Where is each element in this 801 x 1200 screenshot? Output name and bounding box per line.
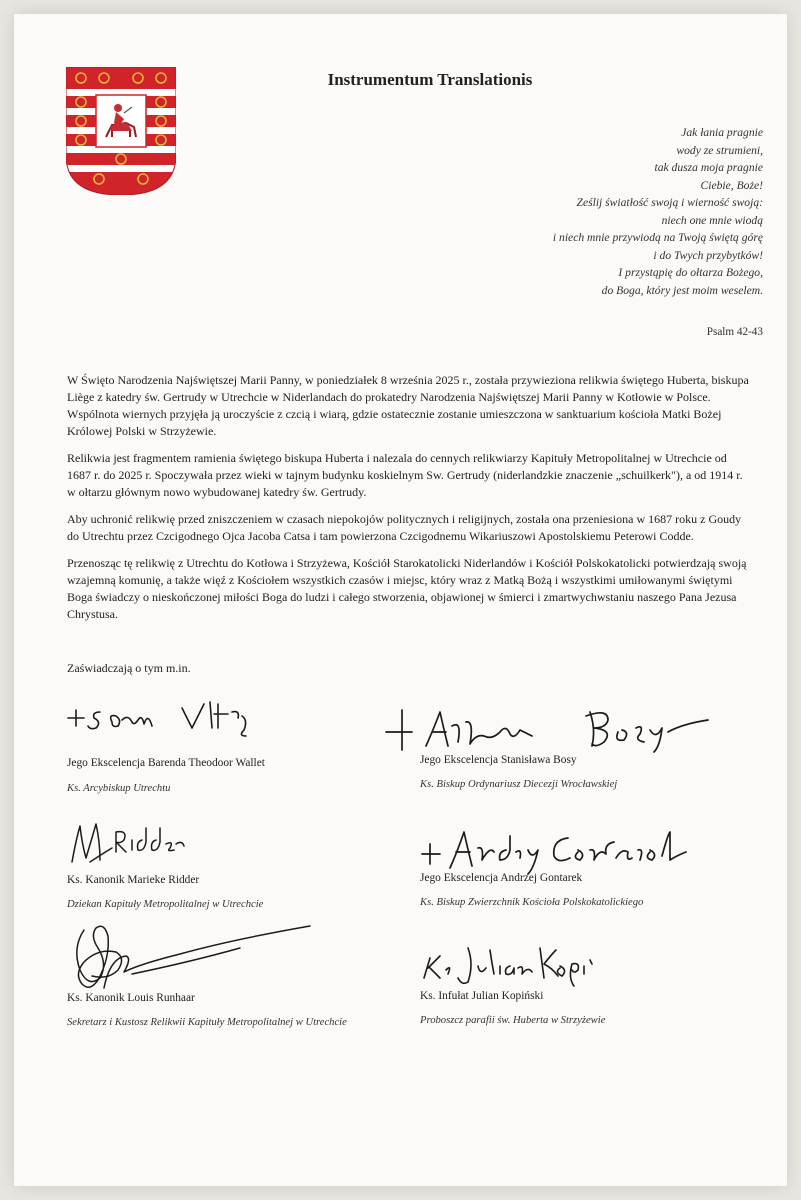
signature-bosy-icon: [382, 702, 712, 752]
signatory-name: Jego Ekscelencja Stanisława Bosy: [420, 754, 577, 766]
signatory-name: Ks. Kanonik Marieke Ridder: [67, 874, 200, 886]
attestation-line: Zaświadczają o tym m.in.: [67, 661, 191, 675]
signatory-role: Ks. Biskup Zwierzchnik Kościoła Polskokatolickiego: [420, 897, 644, 908]
signatory-name: Ks. Kanonik Louis Runhaar: [67, 992, 195, 1004]
psalm-line: Ześlij światłość swoją i wierność swoją:: [576, 196, 763, 209]
signature-ridder-icon: [64, 818, 190, 868]
signatory-name: Jego Ekscelencja Barenda Theodoor Wallet: [67, 757, 265, 769]
body-paragraph: Aby uchronić relikwię przed zniszczeniem w czasach niepokojów politycznych i religijnych, została ona przeniesiona w 1687 roku z Goudy do Utrechtu przez Czcigodnego Ojca Jacoba Catsa i tam powierzona Czcigodnemu Wikariuszowi Apostolskiemu Peterowi Codde.: [67, 512, 742, 543]
coat-of-arms-icon: [66, 67, 176, 195]
document-title: Instrumentum Translationis: [327, 70, 533, 89]
signature-wallet-icon: [62, 690, 272, 736]
psalm-line: wody ze strumieni,: [676, 143, 763, 157]
body-paragraph: W Święto Narodzenia Najświętszej Marii Panny, w poniedziałek 8 września 2025 r., została przywieziona relikwia świętego Huberta, biskupa Liège z katedry św. Gertrudy w Utrechcie w Niderlandach do prokatedry Narodzenia Najświętszej Marii Panny w Kotłowie w Polsce. Wspólnota wiernych przyjęła ją uroczyście z czcią i wiarą, gdzie ostatecznie zostanie umieszczona w sanktuarium kościoła Matki Bożej Królowej Polski w Strzyżewie.: [67, 373, 749, 438]
psalm-line: Ciebie, Boże!: [700, 178, 763, 192]
body-paragraph: Relikwia jest fragmentem ramienia świętego biskupa Huberta i nalezala do cennych relikwiarzy Kapituły Metropolitalnej w Utrechcie od 1687 r. do 2025 r. Spoczywała przez wieki w tajnym budynku koskielnym Sw. Gertrudy (niderlandzkie znaczenie „schuilkerk"), a od 1914 r. w ołtarzu głównym nowo wybudowanej katedry św. Gertrudy.: [67, 451, 743, 499]
signatory-role: Sekretarz i Kustosz Relikwii Kapituły Metropolitalnej w Utrechcie: [67, 1017, 347, 1028]
signatory-role: Ks. Biskup Ordynariusz Diecezji Wrocławskiej: [420, 779, 618, 790]
psalm-line: i niech mnie przywiodą na Twoją świętą górę: [552, 231, 763, 244]
psalm-line: niech one mnie wiodą: [661, 213, 763, 227]
psalm-reference: Psalm 42-43: [706, 326, 763, 338]
document-body: [67, 372, 749, 633]
psalm-line: I przystąpię do ołtarza Bożego,: [618, 266, 763, 279]
signatory-name: Ks. Infułat Julian Kopiński: [420, 990, 544, 1002]
psalm-line: do Boga, który jest moim weselem.: [601, 283, 763, 297]
psalm-line: Jak łania pragnie: [681, 126, 763, 139]
signature-runhaar-icon: [70, 918, 316, 996]
signature-kopinski-icon: [418, 938, 596, 988]
psalm-line: tak dusza moja pragnie: [654, 161, 763, 174]
signatory-role: Proboszcz parafii św. Huberta w Strzyżewie: [420, 1015, 606, 1026]
signature-gontarek-icon: [418, 822, 690, 874]
body-paragraph: Przenosząc tę relikwię z Utrechtu do Kotłowa i Strzyżewa, Kościół Starokatolicki Niderlandów i Kościół Polskokatolicki potwierdzają swoją wzajemną komunię, a także więź z Kościołem wszystkich czasów i miejsc, który wraz z Matką Bożą i wszystkimi umiłowanymi świętymi Boga świadczy o nieskończonej miłości Boga do ludzi i całego stworzenia, objawionej w śmierci i zmartwychwstaniu naszego Pana Jezusa Chrystusa.: [67, 556, 747, 621]
psalm-quote: [403, 124, 763, 299]
signatory-name: Jego Ekscelencja Andrzej Gontarek: [420, 872, 583, 884]
signatory-role: Dziekan Kapituły Metropolitalnej w Utrechcie: [67, 899, 264, 910]
psalm-line: i do Twych przybytków!: [653, 248, 763, 262]
signatory-role: Ks. Arcybiskup Utrechtu: [67, 783, 171, 794]
